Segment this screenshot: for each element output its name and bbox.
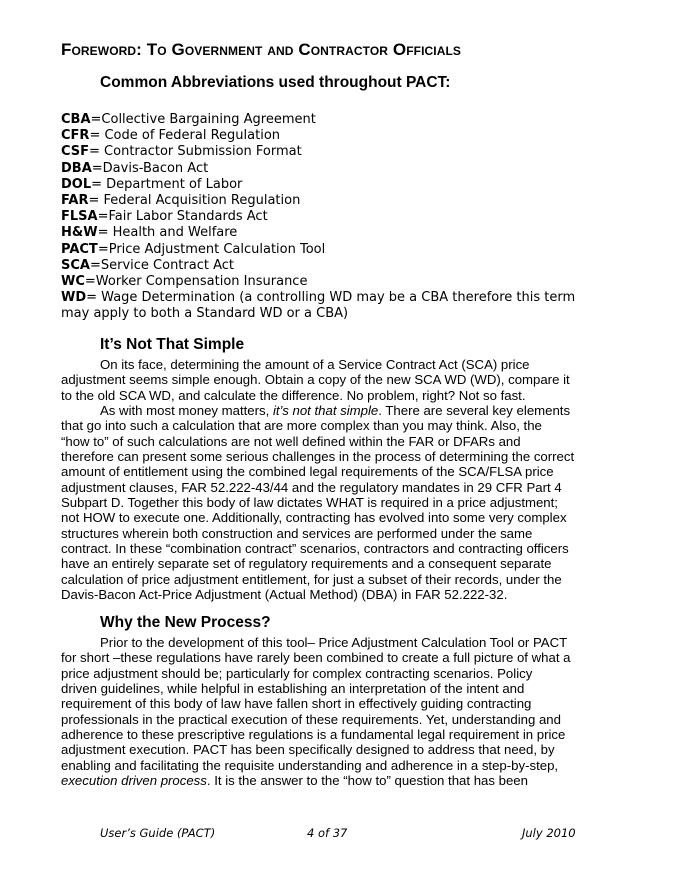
- abbreviations-heading: Common Abbreviations used throughout PACT:: [100, 74, 451, 91]
- body-text: “how to” of such calculations are not well defined within the FAR or DFARs and: [61, 433, 521, 449]
- footer-guide-title: User’s Guide (PACT): [100, 826, 216, 840]
- text-line: [61, 403, 591, 418]
- body-text: calculation of price adjustment entitlement, for just a subset of their records, under the: [61, 571, 562, 587]
- abbreviations-list: [61, 112, 581, 323]
- body-text: . There are several key elements: [378, 403, 571, 419]
- body-text: enabling and facilitating the requisite understanding and adherence in a step-by-step,: [61, 757, 559, 773]
- abbreviation-item: [61, 274, 581, 290]
- text-line: [61, 696, 591, 711]
- abbreviation-item: [61, 290, 581, 322]
- abbreviation-item: [61, 209, 581, 225]
- abbreviation-definition: = Code of Federal Regulation: [89, 128, 281, 144]
- abbreviation-term: PACT: [61, 241, 98, 257]
- abbreviation-definition: = Department of Labor: [91, 176, 243, 192]
- text-line: [61, 372, 591, 387]
- abbreviation-definition: =Service Contract Act: [89, 257, 235, 273]
- abbreviation-item: [61, 258, 581, 274]
- abbreviation-term: DBA: [61, 160, 92, 176]
- body-text: Subpart D. Together this body of law dictates WHAT is required in a price adjustment;: [61, 495, 558, 511]
- body-text: that go into such a calculation that are more complex than you may think. Also, the: [61, 418, 542, 434]
- body-text: adjustment execution. PACT has been specifically designed to address that need, by: [61, 742, 555, 758]
- body-text: have an entirely separate set of regulatory requirements and a consequent separate: [61, 556, 552, 572]
- section-body: [61, 635, 591, 788]
- text-line: [61, 480, 591, 495]
- abbreviation-definition: =Fair Labor Standards Act: [97, 209, 268, 225]
- emphasis-text: it’s not that simple: [272, 403, 379, 419]
- abbreviation-term: SCA: [61, 257, 90, 273]
- abbreviation-definition: =Worker Compensation Insurance: [84, 274, 308, 290]
- abbreviation-term: DOL: [61, 176, 92, 192]
- text-line: [61, 773, 591, 788]
- body-text: adherence to these prescriptive regulations is a fundamental legal requirement in price: [61, 727, 566, 743]
- section-body: [61, 357, 591, 603]
- abbreviation-definition: = Wage Determination (a controlling WD may be a CBA therefore this term may apply to both a Standard WD or a CBA): [61, 290, 576, 322]
- abbreviation-term: CSF: [61, 144, 90, 160]
- text-line: [61, 388, 591, 403]
- body-text: Davis-Bacon Act-Price Adjustment (Actual Method) (DBA) in FAR 52.222-32.: [61, 587, 508, 603]
- abbreviation-definition: = Contractor Submission Format: [89, 144, 302, 160]
- abbreviation-definition: =Collective Bargaining Agreement: [90, 112, 316, 127]
- abbreviation-term: WD: [61, 290, 87, 306]
- body-text: not HOW to execute one. Additionally, contracting has evolved into some very complex: [61, 510, 567, 526]
- body-text: Prior to the development of this tool– Price Adjustment Calculation Tool or PACT: [100, 635, 568, 650]
- text-line: [61, 495, 591, 510]
- text-line: [61, 681, 591, 696]
- text-line: [61, 449, 591, 464]
- text-line: [61, 464, 591, 479]
- abbreviation-item: [61, 112, 581, 128]
- body-text: adjustment clauses, FAR 52.222-43/44 and the regulatory mandates in 29 CFR Part 4: [61, 479, 562, 495]
- abbreviation-definition: =Davis-Bacon Act: [91, 160, 209, 176]
- body-text: for short –these regulations have rarely been combined to create a full picture of what a: [61, 650, 571, 666]
- body-text: professionals in the practical execution of these requirements. Yet, understanding and: [61, 711, 561, 727]
- abbreviation-term: H&W: [61, 225, 98, 241]
- body-text: therefore can present some serious challenges in the process of determining the correct: [61, 449, 575, 465]
- abbreviation-item: [61, 128, 581, 144]
- abbreviation-definition: = Federal Acquisition Regulation: [88, 193, 301, 209]
- emphasis-text: execution driven process: [61, 773, 207, 789]
- text-line: [61, 541, 591, 556]
- body-text: amount of entitlement using the combined legal requirements of the SCA/FLSA price: [61, 464, 554, 480]
- text-line: [61, 572, 591, 587]
- text-line: [61, 635, 591, 650]
- text-line: [61, 712, 591, 727]
- abbreviation-item: [61, 225, 581, 241]
- footer-date: July 2010: [522, 826, 576, 840]
- text-line: [61, 357, 591, 372]
- text-line: [61, 666, 591, 681]
- text-line: [61, 434, 591, 449]
- text-line: [61, 526, 591, 541]
- abbreviation-term: WC: [61, 274, 85, 290]
- text-line: [61, 556, 591, 571]
- body-text: As with most money matters,: [100, 403, 273, 419]
- section-heading: Why the New Process?: [100, 614, 271, 631]
- footer-page-number: 4 of 37: [307, 826, 348, 840]
- text-line: [61, 510, 591, 525]
- abbreviation-item: [61, 242, 581, 258]
- body-text: driven guidelines, while helpful in establishing an interpretation of the intent and: [61, 681, 525, 697]
- text-line: [61, 650, 591, 665]
- abbreviation-definition: = Health and Welfare: [97, 225, 238, 241]
- body-text: contract. In these “combination contract” scenarios, contractors and contracting officers: [61, 541, 569, 557]
- text-line: [61, 758, 591, 773]
- body-text: On its face, determining the amount of a Service Contract Act (SCA) price: [100, 357, 530, 372]
- abbreviation-item: [61, 161, 581, 177]
- abbreviation-definition: =Price Adjustment Calculation Tool: [97, 241, 326, 257]
- abbreviation-item: [61, 144, 581, 160]
- body-text: structures wherein both construction and services are performed under the same: [61, 525, 533, 541]
- body-text: . It is the answer to the “how to” question that has been: [206, 773, 528, 789]
- abbreviation-term: FLSA: [61, 209, 98, 225]
- abbreviation-term: CFR: [61, 128, 90, 144]
- abbreviation-item: [61, 193, 581, 209]
- abbreviation-term: CBA: [61, 112, 91, 127]
- abbreviation-term: FAR: [61, 193, 89, 209]
- body-text: to the old SCA WD, and calculate the difference. No problem, right? Not so fast.: [61, 387, 526, 403]
- body-text: price adjustment should be; particularly for complex contracting scenarios. Policy: [61, 665, 533, 681]
- text-line: [61, 418, 591, 433]
- page-title: Foreword: To Government and Contractor Officials: [61, 40, 462, 59]
- body-text: adjustment seems simple enough. Obtain a copy of the new SCA WD (WD), compare it: [61, 372, 570, 388]
- text-line: [61, 587, 591, 602]
- text-line: [61, 727, 591, 742]
- body-text: requirement of this body of law have fallen short in effectively guiding contracting: [61, 696, 532, 712]
- section-heading: It’s Not That Simple: [100, 336, 245, 353]
- abbreviation-item: [61, 177, 581, 193]
- text-line: [61, 742, 591, 757]
